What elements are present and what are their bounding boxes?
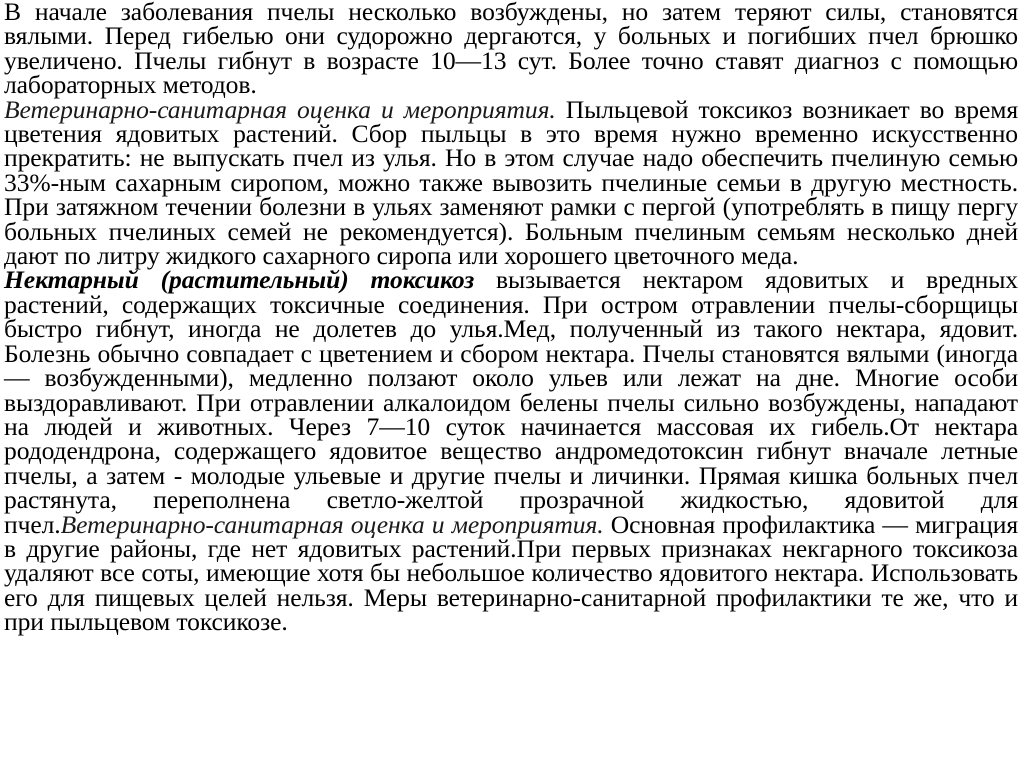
paragraph-disease-symptoms: В начале заболевания пчелы несколько возбуждены, но затем теряют силы, становятся вялыми. Перед гибелью они судорожно дергаются, у больных и погибших пчел брюшко увеличено. Пчелы гибнут в возрасте 10—13 сут. Более точно ставят диагноз с помощью лабораторных методов. [4, 0, 1018, 100]
paragraph-text: Пыльцевой токсикоз возникает во время цветения ядовитых растений. Сбор пыльцы в это время нужно временно искусственно прекратить: не выпускать пчел из улья. Но в этом случае надо обеспечить пчелиную семью 33%-ным сахарным сиропом, можно также вывозить пчелиные семьи в другую местность. При затяжном течении болезни в ульях заменяют рамки с пергой (употреблять в пищу пергу больных пчелиных семей не рекомендуется). Больным пчелиным семьям несколько дней дают по литру жидкого сахарного сиропа или хорошего цветочного меда. [4, 94, 1018, 271]
paragraph-text: Основная профилактика — миграция в другие районы, где нет ядовитых растений.При первых признаках некгарного токсикоза удаляют все соты, имеющие хотя бы небольшое количество ядовитого нектара. Использовать его для пищевых целей нельзя. Меры ветеринарно-санитарной профилактики те же, что и при пыльцевом токсикозе. [4, 509, 1018, 637]
term-nectar-toxicosis: Нектарный (растительный) токсикоз [4, 265, 475, 295]
section-heading-vet-sanitary: Ветеринарно-санитарная оценка и мероприятия. [4, 94, 556, 124]
section-heading-vet-sanitary: Ветеринарно-санитарная оценка и мероприятия. [60, 509, 604, 539]
paragraph-text: вызывается нектаром ядовитых и вредных растений, содержащих токсичные соединения. При остром отравлении пчелы-сборщицы быстро гибнут, иногда не долетев до улья.Мед, полученный из такого нектара, ядовит. Болезнь обычно совпадает с цветением и сбором нектара. Пчелы становятся вялыми (иногда — возбужденными), медленно ползают около ульев или лежат на дне. Многие особи выздоравливают. При отравлении алкалоидом белены пчелы сильно возбуждены, нападают на людей и животных. Через 7—10 суток начинается массовая их гибель.От нектара рододендрона, содержащего ядовитое вещество андромедотоксин гибнут вначале летные пчелы, а затем - молодые ульевые и другие пчелы и личинки. Прямая кишка больных пчел растянута, переполнена светло-желтой прозрачной жидкостью, ядовитой для пчел. [4, 265, 1019, 539]
paragraph-pollen-toxicosis-measures [4, 94, 1018, 271]
paragraph-nectar-toxicosis [4, 265, 1019, 637]
